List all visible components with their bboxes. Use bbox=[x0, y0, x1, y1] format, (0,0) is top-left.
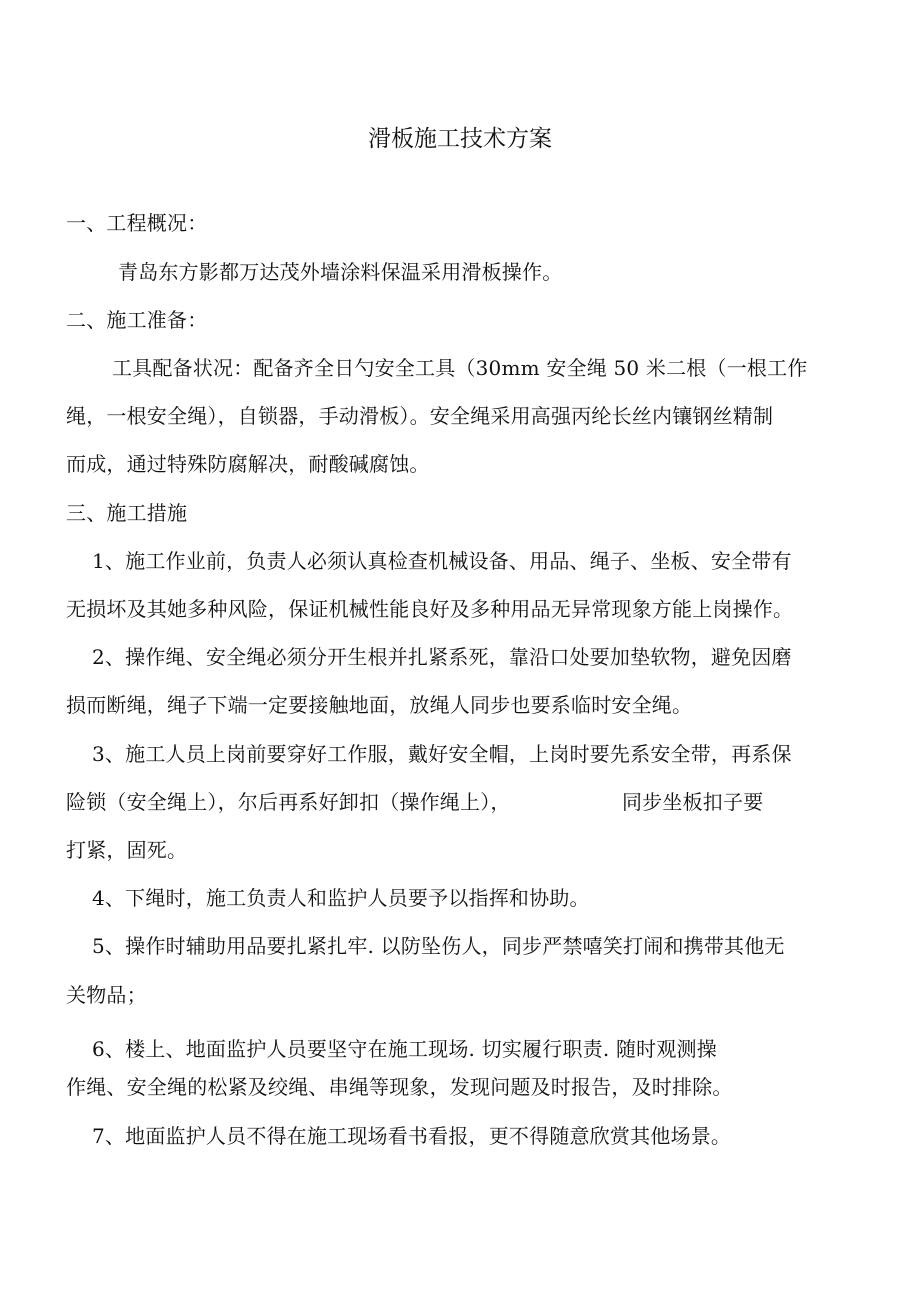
measure-3-line-2-continued: 同步坐板扣子要 bbox=[622, 790, 764, 814]
measure-5-line-1: 5、操作时辅助用品要扎紧扎牢. 以防坠伤人，同步严禁嘻笑打闹和携带其他无 bbox=[92, 934, 785, 958]
measure-1-line-1: 1、施工作业前，负责人必须认真检查机械设备、用品、绳子、坐板、安全带有 bbox=[92, 549, 792, 573]
document-title: 滑板施工技术方案 bbox=[368, 126, 552, 152]
measure-3-line-1: 3、施工人员上岗前要穿好工作服，戴好安全帽，上岗时要先系安全带，再系保 bbox=[92, 742, 792, 766]
measure-3-line-3: 打紧，固死。 bbox=[66, 838, 188, 862]
section-heading-measures: 三、施工措施 bbox=[66, 501, 188, 525]
section-heading-preparation: 二、施工准备： bbox=[66, 308, 208, 332]
measure-2-line-2: 损而断绳，绳子下端一定要接触地面，放绳人同步也要系临时安全绳。 bbox=[66, 693, 693, 717]
measure-4-line-1: 4、下绳时，施工负责人和监护人员要予以指挥和协助。 bbox=[92, 886, 590, 910]
overview-text: 青岛东方影都万达茂外墙涂料保温采用滑板操作。 bbox=[118, 260, 563, 284]
preparation-line-3: 而成，通过特殊防腐解决，耐酸碱腐蚀。 bbox=[66, 452, 430, 476]
measure-2-line-1: 2、操作绳、安全绳必须分开生根并扎紧系死，靠沿口处要加垫软物，避免因磨 bbox=[92, 645, 792, 669]
measure-7-line-1: 7、地面监护人员不得在施工现场看书看报，更不得随意欣赏其他场景。 bbox=[92, 1124, 732, 1148]
measure-6-line-2: 作绳、安全绳的松紧及绞绳、串绳等现象，发现问题及时报告，及时排除。 bbox=[66, 1075, 733, 1099]
measure-6-line-1: 6、楼上、地面监护人员要坚守在施工现场. 切实履行职责. 随时观测操 bbox=[92, 1037, 717, 1061]
measure-5-line-2: 关物品； bbox=[66, 983, 147, 1007]
preparation-line-2: 绳，一根安全绳），自锁器，手动滑板）。安全绳采用高强丙纶长丝内镶钢丝精制 bbox=[66, 404, 774, 428]
measure-1-line-2: 无损坏及其她多种风险，保证机械性能良好及多种用品无异常现象方能上岗操作。 bbox=[66, 597, 794, 621]
section-heading-overview: 一、工程概况： bbox=[66, 211, 208, 235]
measure-3-line-2: 险锁（安全绳上），尔后再系好卸扣（操作绳上）， bbox=[66, 790, 511, 814]
preparation-line-1: 工具配备状况：配备齐全日勺安全工具（30mm 安全绳 50 米二根（一根工作 bbox=[112, 356, 808, 380]
